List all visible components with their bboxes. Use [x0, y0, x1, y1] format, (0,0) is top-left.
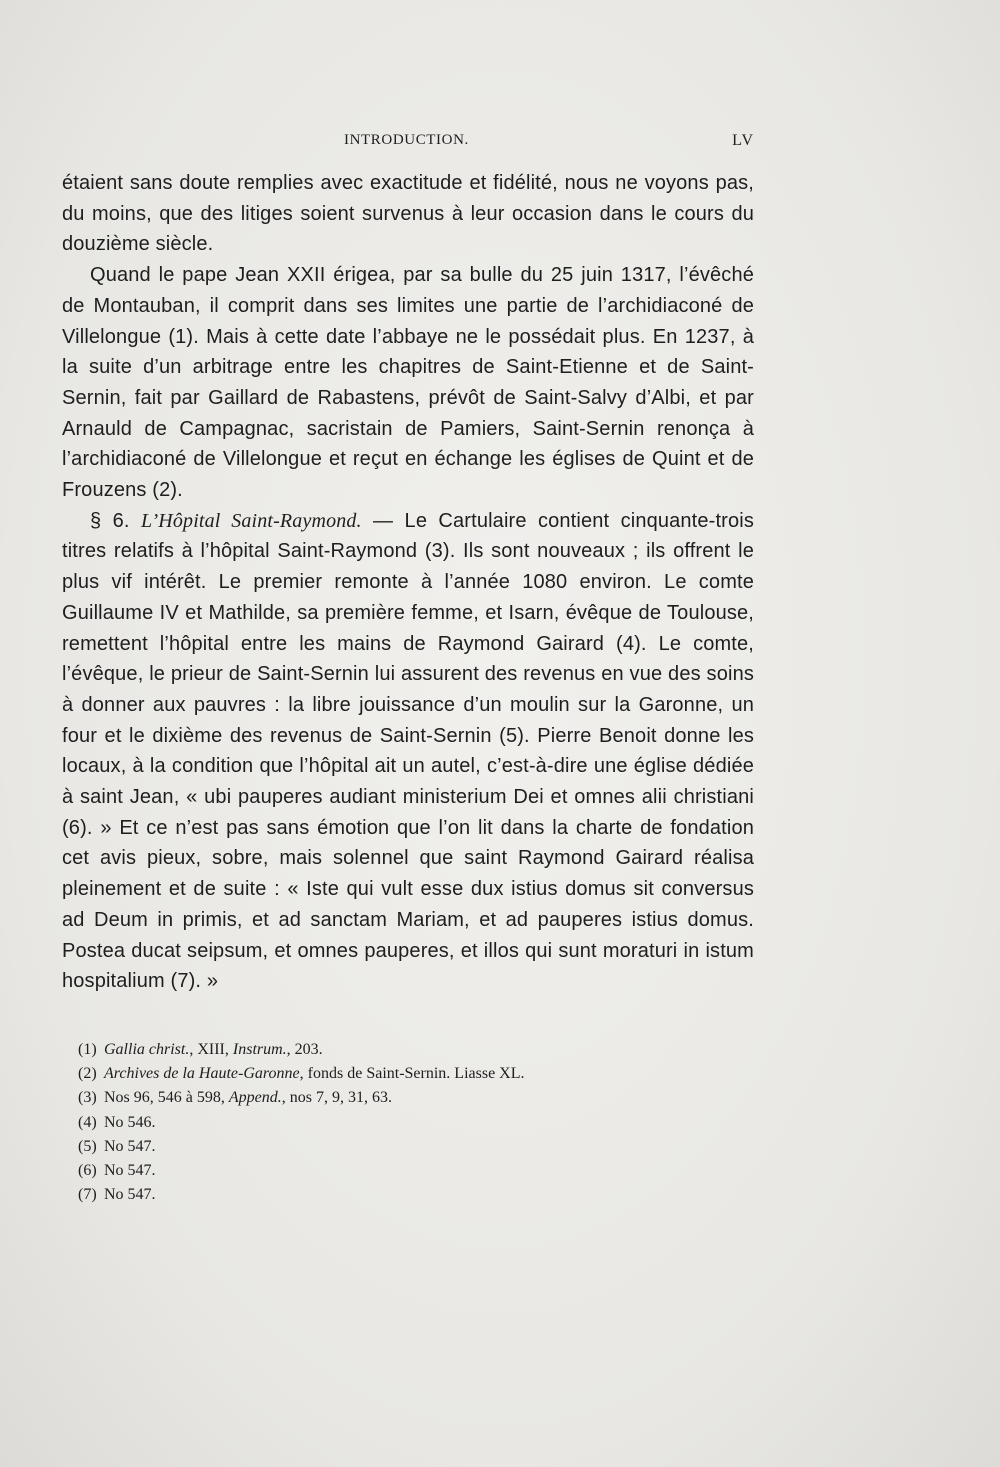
footnote-text: , fonds de Saint-Sernin. Liasse XL. — [299, 1065, 525, 1083]
page-number: LV — [732, 132, 754, 149]
footnote-italic-2: Append. — [228, 1089, 282, 1107]
footnote-text: No 547. — [104, 1137, 156, 1155]
footnote-4 — [78, 1111, 738, 1135]
footnote-number: (7) — [78, 1186, 97, 1204]
footnote-text: No 546. — [104, 1113, 156, 1131]
section-number: § 6. — [90, 509, 130, 532]
footnote-text-2: , 203. — [286, 1041, 323, 1058]
footnote-7 — [78, 1183, 738, 1207]
footnote-italic: Archives de la Haute-Garonne — [104, 1065, 300, 1083]
footnote-number: (1) — [78, 1041, 97, 1058]
footnote-1 — [78, 1038, 738, 1062]
footnote-number: (4) — [78, 1113, 97, 1131]
page-header — [62, 132, 754, 156]
footnote-3 — [78, 1086, 738, 1110]
footnote-number: (6) — [78, 1162, 97, 1180]
body-text — [62, 168, 754, 997]
paragraph-1: étaient sans doute remplies avec exactitude et fidélité, nous ne voyons pas, du moins, que des litiges soient survenus à leur occasion dans le cours du douzième siècle. — [62, 172, 754, 256]
footnote-5 — [78, 1135, 738, 1159]
section-text: — Le Cartulaire contient cinquante-trois titres relatifs à l’hôpital Saint-Raymond (3). Ils sont nouveaux ; ils offrent le plus vif intérêt. Le premier remonte à l’année 1080 environ. Le comte Guillaume IV et Mathilde, sa première femme, et Isarn, évêque de Toulouse, remettent l’hôpital entre les mains de Raymond Gairard (4). Le comte, l’évêque, le prieur de Saint-Sernin lui assurent des revenus en vue des soins à donner aux pauvres : la libre jouissance d’un moulin sur la Garonne, un four et le dixième des revenus de Saint-Sernin (5). Pierre Benoit donne les locaux, à la condition que l’hôpital ait un autel, c’est-à-dire une église dédiée à saint Jean, « ubi pauperes audiant ministerium Dei et omnes alii christiani (6). » Et ce n’est pas sans émotion que l’on lit dans la charte de fondation cet avis pieux, sobre, mais solennel que saint Raymond Gairard réalisa pleinement et de suite : « Iste qui vult esse dux istius domus sit conversus ad Deum in primis, et ad sanctam Mariam, et ad pauperes istius domus. Postea ducat seipsum, et omnes pauperes, et illos qui sunt moraturi in istum hospitalium (7). » — [62, 509, 755, 993]
footnote-number: (2) — [78, 1065, 97, 1083]
footnote-italic-2: Instrum. — [232, 1041, 287, 1058]
paragraph-3 — [62, 506, 754, 997]
footnote-italic: Gallia christ. — [104, 1041, 190, 1058]
section-title: L’Hôpital Saint-Raymond. — [140, 509, 362, 532]
footnote-number: (5) — [78, 1137, 97, 1155]
footnote-text: Nos 96, 546 à 598, — [104, 1089, 229, 1107]
footnote-text: , XIII, — [189, 1041, 233, 1058]
footnote-text: No 547. — [104, 1162, 156, 1180]
footnote-text-2: , nos 7, 9, 31, 63. — [281, 1089, 392, 1107]
footnotes — [78, 1038, 738, 1207]
footnote-6 — [78, 1159, 738, 1183]
paragraph-2: Quand le pape Jean XXII érigea, par sa bulle du 25 juin 1317, l’évêché de Montauban, il comprit dans ses limites une partie de l’archidiaconé de Villelongue (1). Mais à cette date l’abbaye ne le possédait plus. En 1237, à la suite d’un arbitrage entre les chapitres de Saint-Etienne et de Saint-Sernin, fait par Gaillard de Rabastens, prévôt de Saint-Salvy d’Albi, et par Arnauld de Campagnac, sacristain de Pamiers, Saint-Sernin renonça à l’archidiaconé de Villelongue et reçut en échange les églises de Quint et de Frouzens (2). — [62, 264, 754, 502]
footnote-text: No 547. — [104, 1186, 156, 1204]
running-title: INTRODUCTION. — [344, 132, 469, 148]
footnote-number: (3) — [78, 1089, 97, 1107]
footnote-2 — [78, 1062, 738, 1086]
